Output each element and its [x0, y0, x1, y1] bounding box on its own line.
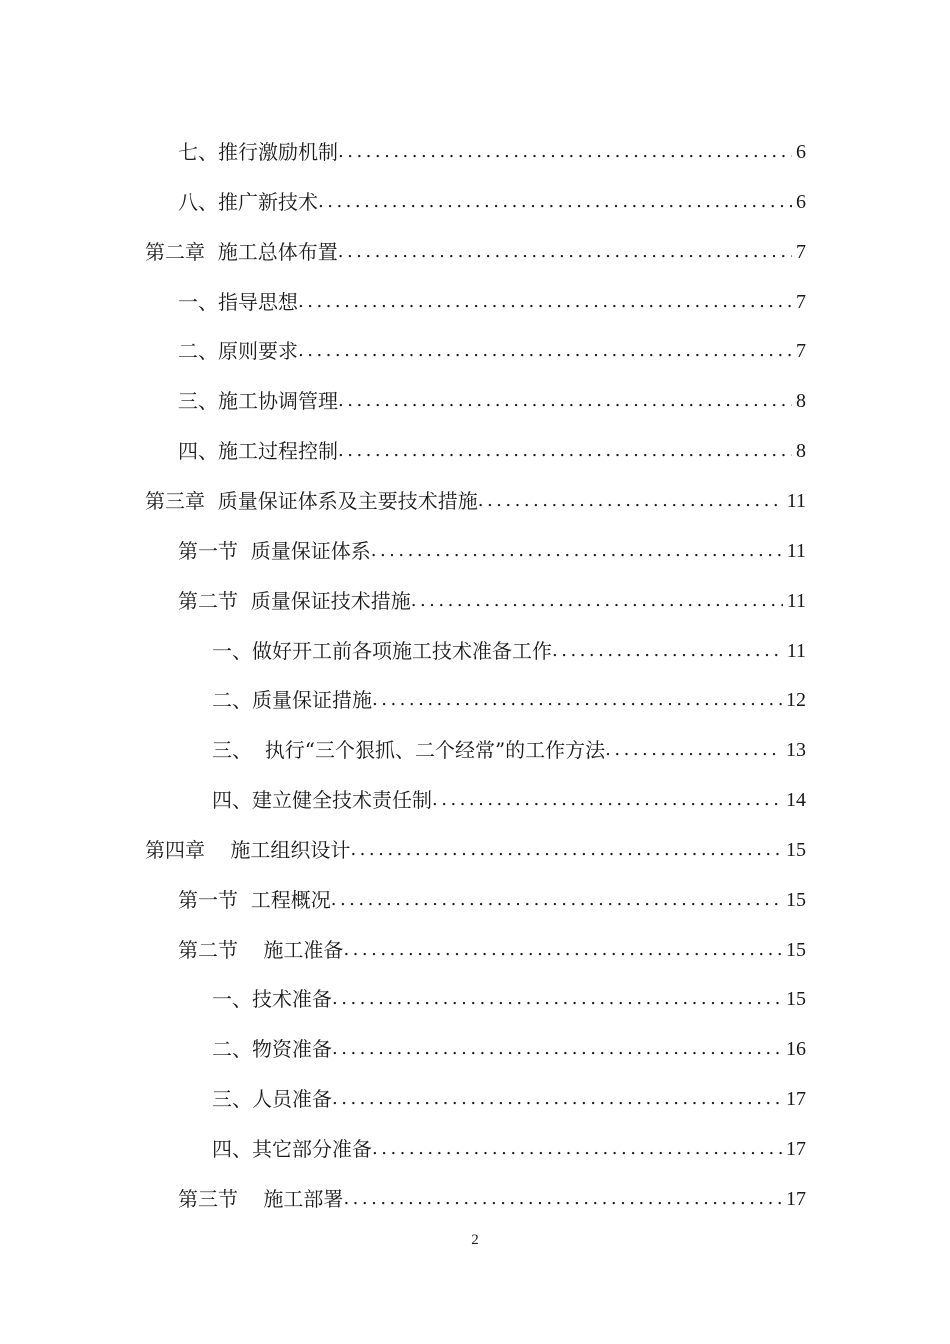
- toc-entry[interactable]: [212, 1134, 806, 1164]
- toc-dot-leader: [343, 935, 782, 965]
- toc-entry[interactable]: [178, 885, 806, 915]
- toc-dot-leader: [343, 1184, 782, 1214]
- toc-entry[interactable]: [178, 336, 806, 366]
- toc-entry[interactable]: [212, 1034, 806, 1064]
- toc-dot-leader: [318, 187, 792, 217]
- toc-entry-page: 13: [786, 739, 806, 761]
- toc-entry-page: 8: [796, 440, 806, 462]
- toc-entry-title: 三、人员准备: [212, 1087, 332, 1111]
- toc-dot-leader: [350, 835, 782, 865]
- toc-entry-page: 15: [786, 939, 806, 961]
- toc-entry-title: 三、施工协调管理: [178, 389, 338, 413]
- toc-entry[interactable]: [178, 287, 806, 317]
- toc-dot-leader: [372, 685, 782, 715]
- toc-dot-leader: [372, 1134, 782, 1164]
- toc-dot-leader: [331, 885, 782, 915]
- toc-dot-leader: [298, 287, 792, 317]
- toc-dot-leader: [332, 1084, 782, 1114]
- toc-entry-title: 第三章 质量保证体系及主要技术措施: [145, 489, 478, 513]
- toc-entry-page: 12: [786, 689, 806, 711]
- toc-entry-page: 15: [786, 889, 806, 911]
- toc-entry-page: 11: [786, 540, 806, 562]
- toc-entry-page: 17: [786, 1188, 806, 1210]
- toc-entry-page: 14: [786, 789, 806, 811]
- toc-dot-leader: [338, 137, 792, 167]
- toc-entry-page: 7: [796, 241, 806, 263]
- toc-entry[interactable]: [212, 1084, 806, 1114]
- toc-entry-title: 二、质量保证措施: [212, 688, 372, 712]
- toc-entry[interactable]: [145, 835, 806, 865]
- toc-entry[interactable]: [178, 1184, 806, 1214]
- toc-entry-title: 第二节 施工准备: [178, 938, 344, 962]
- toc-entry-page: 15: [786, 839, 806, 861]
- toc-dot-leader: [605, 735, 782, 765]
- toc-dot-leader: [338, 237, 792, 267]
- toc-dot-leader: [371, 536, 783, 566]
- toc-entry[interactable]: [178, 386, 806, 416]
- toc-dot-leader: [432, 785, 782, 815]
- toc-entry[interactable]: [212, 984, 806, 1014]
- toc-entry[interactable]: [178, 436, 806, 466]
- toc-entry[interactable]: [178, 586, 806, 616]
- toc-entry-title: 一、技术准备: [212, 987, 332, 1011]
- toc-entry[interactable]: [212, 785, 806, 815]
- toc-entry[interactable]: [178, 187, 806, 217]
- toc-entry[interactable]: [212, 685, 806, 715]
- toc-entry-title: 四、施工过程控制: [178, 439, 338, 463]
- toc-dot-leader: [338, 436, 792, 466]
- toc-entry-page: 17: [786, 1088, 806, 1110]
- toc-entry-page: 7: [796, 340, 806, 362]
- toc-entry[interactable]: [178, 536, 806, 566]
- toc-entry[interactable]: [178, 137, 806, 167]
- toc-entry[interactable]: [178, 935, 806, 965]
- toc-entry[interactable]: [212, 735, 806, 765]
- toc-entry-title: 七、推行激励机制: [178, 140, 338, 164]
- toc-entry-page: 8: [796, 390, 806, 412]
- toc-entry-title: 四、建立健全技术责任制: [212, 788, 432, 812]
- toc-entry-title: 二、原则要求: [178, 339, 298, 363]
- toc-entry-page: 16: [786, 1038, 806, 1060]
- toc-entry-title: 第二章 施工总体布置: [145, 240, 338, 264]
- toc-entry-page: 11: [786, 640, 806, 662]
- toc-entry-page: 11: [786, 590, 806, 612]
- toc-entry-page: 6: [796, 141, 806, 163]
- toc-entry-title: 第一节 质量保证体系: [178, 539, 371, 563]
- toc-entry-page: 17: [786, 1138, 806, 1160]
- toc-dot-leader: [332, 984, 782, 1014]
- toc-entry[interactable]: [212, 636, 806, 666]
- toc-dot-leader: [338, 386, 792, 416]
- toc-dot-leader: [411, 586, 783, 616]
- toc-entry-title: 第二节 质量保证技术措施: [178, 589, 411, 613]
- toc-entry-title: 一、做好开工前各项施工技术准备工作: [212, 639, 552, 663]
- toc-dot-leader: [552, 636, 783, 666]
- toc-entry-title: 第四章 施工组织设计: [145, 838, 351, 862]
- toc-entry-title: 四、其它部分准备: [212, 1137, 372, 1161]
- toc-entry-title: 第一节 工程概况: [178, 888, 331, 912]
- toc-entry-page: 15: [786, 988, 806, 1010]
- toc-entry-page: 6: [796, 191, 806, 213]
- toc-entry[interactable]: [145, 486, 806, 516]
- page-number: 2: [471, 1232, 479, 1248]
- toc-entry[interactable]: [145, 237, 806, 267]
- toc-entry-title: 二、物资准备: [212, 1037, 332, 1061]
- toc-dot-leader: [298, 336, 792, 366]
- toc-entry-page: 11: [786, 490, 806, 512]
- toc-entry-title: 三、 执行“三个狠抓、二个经常”的工作方法: [212, 738, 606, 762]
- toc-entry-page: 7: [796, 291, 806, 313]
- toc-entry-title: 一、指导思想: [178, 290, 298, 314]
- toc-dot-leader: [332, 1034, 782, 1064]
- toc-entry-title: 第三节 施工部署: [178, 1187, 344, 1211]
- toc-dot-leader: [478, 486, 783, 516]
- toc-entry-title: 八、推广新技术: [178, 190, 318, 214]
